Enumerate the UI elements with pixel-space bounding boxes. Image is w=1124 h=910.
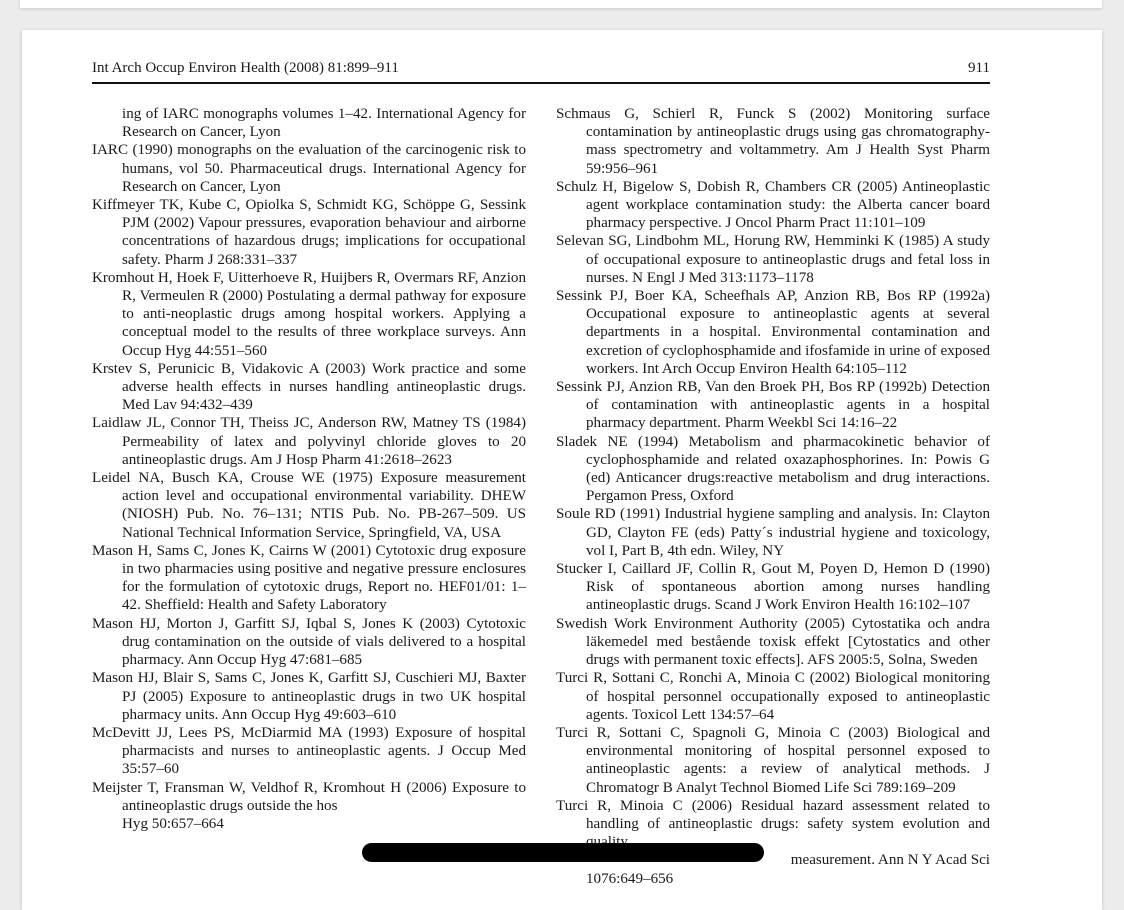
- previous-page-edge: [20, 0, 1102, 8]
- references-right-column: [556, 105, 990, 887]
- redaction-bar: [362, 843, 764, 862]
- reference-item: McDevitt JJ, Lees PS, McDiarmid MA (1993) Exposure of hospital pharmacists and nurses to antineoplastic agents. J Occup Med 35:57–60: [92, 724, 526, 778]
- reference-item-continuation: measurement. Ann N Y Acad Sci: [790, 852, 990, 869]
- reference-item: Mason HJ, Morton J, Garfitt SJ, Iqbal S, Jones K (2003) Cytotoxic drug contamination on the outside of vials delivered to a hospital pharmacy. Ann Occup Hyg 47:681–685: [92, 615, 526, 669]
- reference-item: Turci R, Sottani C, Spagnoli G, Minoia C (2003) Biological and environmental monitoring of hospital personnel exposed to antineoplastic agents: a review of analytical methods. J Chromatogr B Analyt Technol Biomed Life Sci 789:169–209: [556, 724, 990, 796]
- reference-item-continuation: 1076:649–656: [586, 870, 674, 887]
- reference-item: Laidlaw JL, Connor TH, Theiss JC, Anderson RW, Matney TS (1984) Permeability of latex and polyvinyl chloride gloves to 20 antineoplastic drugs. Am J Hosp Pharm 41:2618–2623: [92, 415, 526, 468]
- references-left-column: [92, 105, 526, 865]
- reference-item: Swedish Work Environment Authority (2005) Cytostatika och andra läkemedel med bestående toxisk effekt [Cytostatics and other drugs with permanent toxic effects]. AFS 2005:5, Solna, Sweden: [556, 615, 990, 669]
- reference-item: IARC (1990) monographs on the evaluation of the carcinogenic risk to humans, vol 50. Pharmaceutical drugs. International Agency for Research on Cancer, Lyon: [92, 142, 526, 195]
- header-rule: [92, 82, 990, 84]
- reference-item: Mason H, Sams C, Jones K, Cairns W (2001) Cytotoxic drug exposure in two pharmacies using positive and negative pressure enclosures for the formulation of cytotoxic drugs, Report no. HEF01/01: 1–42. Sheffield: Health and Safety Laboratory: [92, 542, 526, 614]
- journal-citation: Int Arch Occup Environ Health (2008) 81:899–911: [92, 60, 399, 76]
- reference-item: Soule RD (1991) Industrial hygiene sampling and analysis. In: Clayton GD, Clayton FE (eds) Patty´s industrial hygiene and toxicology, vol I, Part B, 4th edn. Wiley, NY: [556, 506, 990, 559]
- reference-item: Schulz H, Bigelow S, Dobish R, Chambers CR (2005) Antineoplastic agent workplace contamination study: the Alberta cancer board pharmacy perspective. J Oncol Pharm Pract 11:101–109: [556, 178, 990, 232]
- reference-item: Krstev S, Perunicic B, Vidakovic A (2003) Work practice and some adverse health effects in nurses handling antineoplastic drugs. Med Lav 94:432–439: [92, 360, 526, 414]
- reference-item-continuation: Hyg 50:657–664: [122, 815, 224, 832]
- page-number: 911: [968, 60, 990, 76]
- reference-item: Turci R, Sottani C, Ronchi A, Minoia C (2002) Biological monitoring of hospital personnel occupationally exposed to antineoplastic agents. Toxicol Lett 134:57–64: [556, 670, 990, 723]
- reference-item: Sessink PJ, Boer KA, Scheefhals AP, Anzion RB, Bos RP (1992a) Occupational exposure to antineoplastic agents at several departments in a hospital. Environmental contamination and excretion of cyclophosphamide and ifosfamide in urine of exposed workers. Int Arch Occup Environ Health 64:105–112: [556, 288, 990, 377]
- reference-item: Kromhout H, Hoek F, Uitterhoeve R, Huijbers R, Overmars RF, Anzion R, Vermeulen R (2000) Postulating a dermal pathway for exposure to anti-neoplastic drugs among hospital workers. Applying a conceptual model to the results of three workplace surveys. Ann Occup Hyg 44:551–560: [92, 269, 526, 359]
- reference-item: ing of IARC monographs volumes 1–42. International Agency for Research on Cancer, Lyon: [122, 106, 526, 141]
- reference-item: Leidel NA, Busch KA, Crouse WE (1975) Exposure measurement action level and occupational environmental variability. DHEW (NIOSH) Pub. No. 76–131; NTIS Pub. No. PB-267–509. US National Technical Information Service, Springfield, VA, USA: [92, 470, 526, 541]
- reference-item: Schmaus G, Schierl R, Funck S (2002) Monitoring surface contamination by antineoplastic drugs using gas chromatography-mass spectrometry and voltammetry. Am J Health Syst Pharm 59:956–961: [556, 106, 990, 177]
- reference-item: Sessink PJ, Anzion RB, Van den Broek PH, Bos RP (1992b) Detection of contamination with antineoplastic agents in a hospital pharmacy department. Pharm Weekbl Sci 14:16–22: [556, 379, 990, 432]
- reference-item: Turci R, Minoia C (2006) Residual hazard assessment related to handling of antineoplastic drugs: safety system evolution and: [556, 797, 990, 832]
- reference-item: Meijster T, Fransman W, Veldhof R, Kromhout H (2006) Exposure to antineoplastic drugs outside the hos: [92, 779, 526, 814]
- reference-item: Selevan SG, Lindbohm ML, Horung RW, Hemminki K (1985) A study of occupational exposure to antineoplastic drugs and fetal loss in nurses. N Engl J Med 313:1173–1178: [556, 233, 990, 286]
- reference-item: Kiffmeyer TK, Kube C, Opiolka S, Schmidt KG, Schöppe G, Sessink PJM (2002) Vapour pressures, evaporation behaviour and airborne concentrations of hazardous drugs; implications for occupational safety. Pharm J 268:331–337: [92, 197, 526, 268]
- reference-item: Sladek NE (1994) Metabolism and pharmacokinetic behavior of cyclophosphamide and related oxazaphosphorines. In: Powis G (ed) Anticancer drugs:reactive metabolism and drug interactions. Pergamon Press, Oxford: [556, 433, 990, 505]
- reference-item: Stucker I, Caillard JF, Collin R, Gout M, Poyen D, Hemon D (1990) Risk of spontaneous abortion among nurses handling antineoplastic drugs. Scand J Work Environ Health 16:102–107: [556, 561, 990, 614]
- reference-item: Mason HJ, Blair S, Sams C, Jones K, Garfitt SJ, Cuschieri MJ, Baxter PJ (2005) Exposure to antineoplastic drugs in two UK hospital pharmacy units. Ann Occup Hyg 49:603–610: [92, 670, 526, 723]
